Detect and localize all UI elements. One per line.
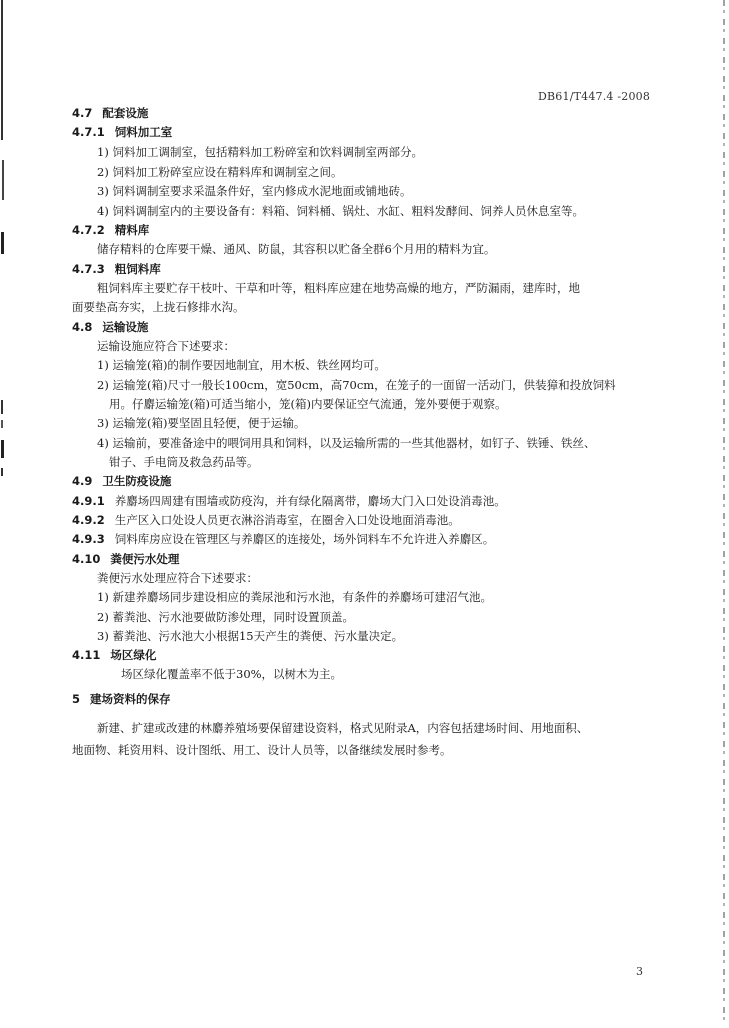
scan-right-edge <box>723 0 725 1024</box>
section-heading: 4.9 卫生防疫设施 <box>72 474 172 488</box>
paragraph: 地面物、耗资用料、设计图纸、用工、设计人员等，以备继续发展时参考。 <box>72 743 452 757</box>
list-item: 2) 饲料加工粉碎室应设在精料库和调制室之间。 <box>97 165 343 179</box>
paragraph: 新建、扩建或改建的林麝养殖场要保留建设资料，格式见附录A，内容包括建场时间、用地面积、 <box>97 721 589 735</box>
page-number: 3 <box>636 965 643 978</box>
list-item: 2) 运输笼(箱)尺寸一般长100cm，宽50cm，高70cm，在笼子的一面留一活动门，供装獐和投放饲料 <box>97 378 616 392</box>
section-heading: 4.11 场区绿化 <box>72 648 157 662</box>
list-item: 4) 运输前，要准备途中的喂饲用具和饲料，以及运输所需的一些其他器材，如钉子、铁锤、铁丝、 <box>97 436 596 450</box>
scan-noise-icon <box>0 0 8 1024</box>
scan-left-margin <box>0 0 8 1024</box>
list-item: 1) 新建养麝场同步建设相应的粪尿池和污水池，有条件的养麝场可建沼气池。 <box>97 590 492 604</box>
paragraph: 储存精料的仓库要干燥、通风、防鼠，其容积以贮备全群6个月用的精料为宜。 <box>97 242 496 256</box>
section-heading: 4.7.3 粗饲料库 <box>72 262 161 276</box>
section-heading: 4.7 配套设施 <box>72 106 149 120</box>
standard-code: DB61/T447.4 -2008 <box>538 90 651 103</box>
list-item: 3) 蓄粪池、污水池大小根据15天产生的粪便、污水量决定。 <box>97 629 404 643</box>
list-item: 1) 运输笼(箱)的制作要因地制宜，用木板、铁丝网均可。 <box>97 358 386 372</box>
paragraph: 运输设施应符合下述要求： <box>97 339 235 353</box>
list-item: 3) 运输笼(箱)要坚固且轻便，便于运输。 <box>97 416 306 430</box>
section-heading: 4.7.2 精料库 <box>72 223 150 237</box>
numbered-clause: 4.9.2 生产区入口处设人员更衣淋浴消毒室，在圈舍入口处设地面消毒池。 <box>72 513 460 527</box>
list-item: 3) 饲料调制室要求采温条件好，室内修成水泥地面或铺地砖。 <box>97 184 412 198</box>
list-item: 4) 饲料调制室内的主要设备有：料箱、饲料桶、锅灶、水缸、粗料发酵间、饲养人员休息室等。 <box>97 204 584 218</box>
section-heading: 4.7.1 饲料加工室 <box>72 125 173 139</box>
section-heading: 4.8 运输设施 <box>72 320 149 334</box>
numbered-clause: 4.9.1 养麝场四周建有围墙或防疫沟，并有绿化隔离带，麝场大门入口处设消毒池。 <box>72 494 506 508</box>
list-item-continuation: 用。仔麝运输笼(箱)可适当缩小，笼(箱)内要保证空气流通，笼外要便于观察。 <box>109 397 507 411</box>
numbered-clause: 4.9.3 饲料库房应设在管理区与养麝区的连接处，场外饲料车不允许进入养麝区。 <box>72 532 495 546</box>
paragraph: 粪便污水处理应符合下述要求： <box>97 571 258 585</box>
list-item: 1) 饲料加工调制室，包括精料加工粉碎室和饮料调制室两部分。 <box>97 145 423 159</box>
chapter-heading: 5 建场资料的保存 <box>72 692 171 706</box>
paragraph: 粗饲料库主要贮存干枝叶、干草和叶等，粗料库应建在地势高燥的地方，严防漏雨，建库时，地 <box>97 281 580 295</box>
paragraph: 场区绿化覆盖率不低于30%，以树木为主。 <box>121 667 343 681</box>
paragraph: 面要垫高夯实，上拢石修排水沟。 <box>72 300 245 314</box>
list-item-continuation: 钳子、手电筒及救急药品等。 <box>109 455 259 469</box>
section-heading: 4.10 粪便污水处理 <box>72 552 180 566</box>
list-item: 2) 蓄粪池、污水池要做防渗处理，同时设置顶盖。 <box>97 610 354 624</box>
